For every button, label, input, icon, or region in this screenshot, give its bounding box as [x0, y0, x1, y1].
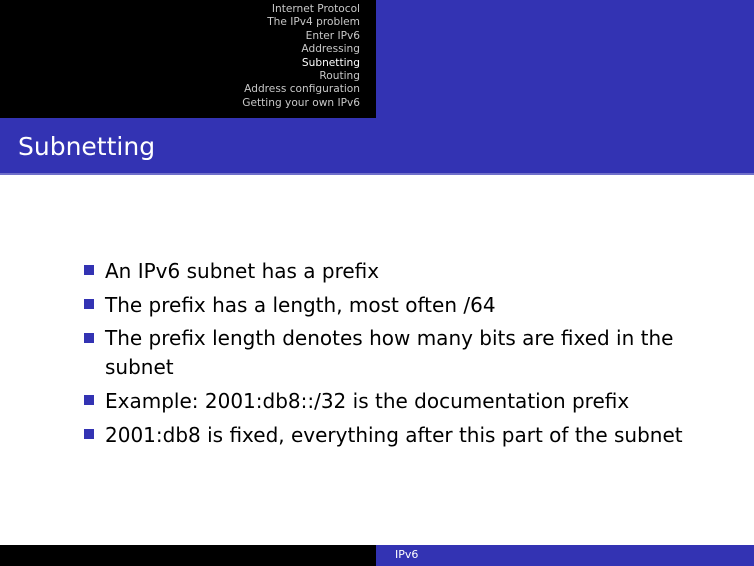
nav-section-addressing[interactable]: Addressing [301, 43, 360, 56]
nav-section-internet-protocol[interactable]: Internet Protocol [271, 3, 360, 15]
title-bar-divider [0, 173, 754, 175]
bullet-item [84, 384, 684, 418]
bullet-text: An IPv6 subnet has a prefix [105, 259, 380, 283]
bullet-text: The prefix has a length, most often /64 [105, 293, 496, 317]
square-bullet-icon [84, 265, 94, 275]
footer-title: IPv6 [395, 548, 419, 561]
bullet-item [84, 418, 684, 452]
square-bullet-icon [84, 429, 94, 439]
nav-section-routing[interactable]: Routing [319, 70, 360, 83]
header-navigation-panel [0, 0, 376, 118]
nav-section-ipv4-problem[interactable]: The IPv4 problem [267, 16, 360, 29]
nav-section-enter-ipv6[interactable]: Enter IPv6 [305, 29, 360, 42]
footer-left-panel [0, 545, 376, 566]
slide-content [84, 254, 684, 452]
bullet-text: Example: 2001:db8::/32 is the documentation prefix [105, 389, 630, 413]
bullet-text: The prefix length denotes how many bits are fixed in the subnet [105, 326, 674, 379]
slide-title: Subnetting [18, 132, 156, 161]
slide-title-bar [0, 118, 754, 175]
square-bullet-icon [84, 333, 94, 343]
footer-right-panel [376, 545, 754, 566]
header-blank-panel [376, 0, 754, 118]
section-navigation [242, 3, 360, 110]
bullet-item [84, 288, 684, 322]
square-bullet-icon [84, 395, 94, 405]
bullet-item [84, 322, 684, 384]
nav-section-subnetting[interactable]: Subnetting [301, 56, 360, 69]
nav-section-address-configuration[interactable]: Address configuration [244, 83, 360, 96]
square-bullet-icon [84, 299, 94, 309]
nav-section-getting-your-own-ipv6[interactable]: Getting your own IPv6 [242, 96, 360, 109]
bullet-item [84, 254, 684, 288]
bullet-text: 2001:db8 is fixed, everything after this part of the subnet [105, 423, 683, 447]
